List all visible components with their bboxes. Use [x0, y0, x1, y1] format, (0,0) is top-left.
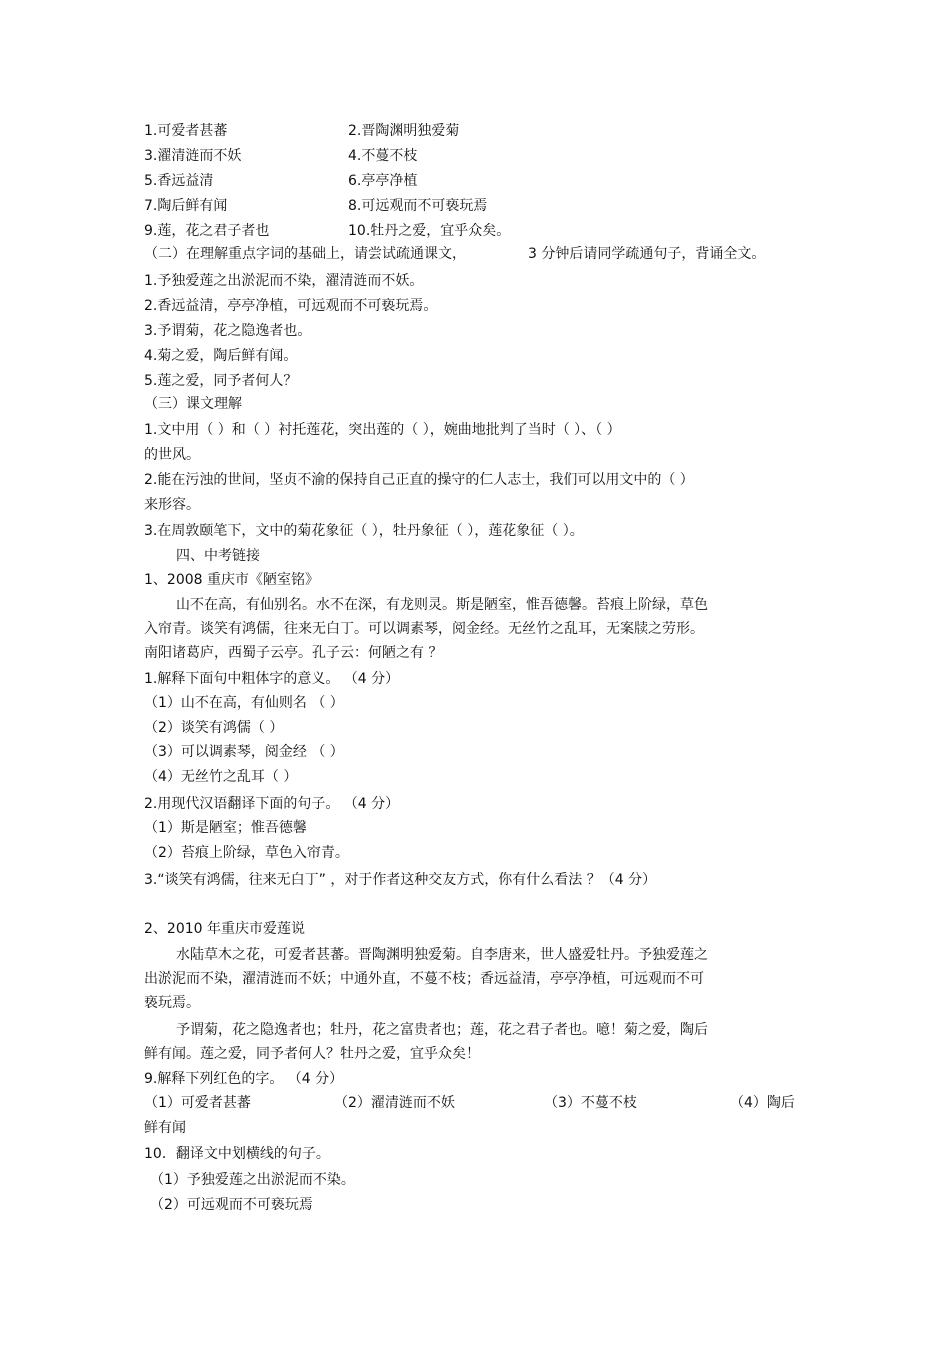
list-item: 3.濯清涟而不妖	[144, 148, 242, 164]
part-title: 2、2010 年重庆市爱莲说	[144, 921, 305, 937]
passage-line: 南阳诸葛庐，西蜀子云亭。孔子云：何陋之有 ？	[144, 645, 443, 661]
sub-question: （2）苔痕上阶绿，草色入帘青。	[144, 845, 349, 861]
passage-line: 鲜有闻。莲之爱，同予者何人？牡丹之爱，宜乎众矣！	[144, 1046, 480, 1062]
question: 3.在周敦颐笔下，文中的菊花象征（ ），牡丹象征（ ），莲花象征（ ）。	[144, 523, 584, 539]
section-heading: 四、中考链接	[176, 548, 260, 564]
section-heading: （三）课文理解	[144, 396, 242, 412]
sub-question: （1）斯是陋室；惟吾德馨	[144, 820, 307, 836]
passage-line: 出淤泥而不染，濯清涟而不妖；中通外直，不蔓不枝；香远益清，亭亭净植，可远观而不可	[144, 971, 704, 987]
question: 2.能在污浊的世间，坚贞不渝的保持自己正直的操守的仁人志士，我们可以用文中的（ ）	[144, 472, 694, 488]
list-item: 1.予独爱莲之出淤泥而不染，濯清涟而不妖。	[144, 273, 424, 289]
section-heading-cont: 3 分钟后请同学疏通句子，背诵全文。	[528, 246, 766, 262]
list-item: 4.不蔓不枝	[348, 148, 418, 164]
list-item: 6.亭亭净植	[348, 173, 418, 189]
sub-question: （2）可远观而不可亵玩焉	[150, 1197, 313, 1213]
question: 9.解释下列红色的字。 （4 分）	[144, 1071, 344, 1087]
question-cont: 来形容。	[144, 497, 200, 513]
question: 1.解释下面句中粗体字的意义。 （4 分）	[144, 671, 400, 687]
question: 2.用现代汉语翻译下面的句子。 （4 分）	[144, 796, 400, 812]
sub-question: （3）可以调素琴，阅金经 （ ）	[144, 744, 344, 760]
list-item: 7.陶后鲜有闻	[144, 198, 228, 214]
question: 3.“谈笑有鸿儒，往来无白丁” ，对于作者这种交友方式，你有什么看法 ？（4 分）	[144, 872, 657, 888]
sub-question: （2）谈笑有鸿儒（ ）	[144, 720, 284, 736]
list-item: 9.莲，花之君子者也	[144, 223, 270, 239]
sub-question: （2）濯清涟而不妖	[334, 1095, 455, 1111]
passage-line: 水陆草木之花，可爱者甚蕃。晋陶渊明独爱菊。自李唐来，世人盛爱牡丹。予独爱莲之	[176, 947, 708, 963]
list-item: 2.晋陶渊明独爱菊	[348, 123, 460, 139]
part-title: 1、2008 重庆市《陋室铭》	[144, 572, 319, 588]
sub-question: （4）无丝竹之乱耳（ ）	[144, 769, 298, 785]
question: 1.文中用（ ）和（ ）衬托莲花，突出莲的（ ），婉曲地批判了当时（ ）、（ ）	[144, 422, 621, 438]
sub-question: （1）可爱者甚蕃	[144, 1095, 251, 1111]
list-item: 10.牡丹之爱，宜乎众矣。	[348, 223, 511, 239]
list-item: 4.菊之爱，陶后鲜有闻。	[144, 348, 298, 364]
sub-question: （1）山不在高，有仙则名 （ ）	[144, 695, 344, 711]
list-item: 3.予谓菊，花之隐逸者也。	[144, 323, 312, 339]
list-item: 1.可爱者甚蕃	[144, 123, 228, 139]
sub-question: （4）陶后	[730, 1095, 795, 1111]
passage-line: 山不在高，有仙别名。水不在深，有龙则灵。斯是陋室，惟吾德馨。苔痕上阶绿，草色	[176, 597, 708, 613]
passage-line: 入帘青。谈笑有鸿儒，往来无白丁。可以调素琴，阅金经。无丝竹之乱耳，无案牍之劳形。	[144, 621, 704, 637]
sub-question-cont: 鲜有闻	[144, 1120, 186, 1136]
list-item: 5.香远益清	[144, 173, 214, 189]
sub-question: （1）予独爱莲之出淤泥而不染。	[150, 1172, 355, 1188]
question: 10．翻译文中划横线的句子。	[144, 1146, 330, 1162]
list-item: 8.可远观而不可亵玩焉	[348, 198, 488, 214]
list-item: 5.莲之爱，同予者何人？	[144, 373, 298, 389]
list-item: 2.香远益清，亭亭净植，可远观而不可亵玩焉。	[144, 298, 438, 314]
passage-line: 予谓菊，花之隐逸者也；牡丹，花之富贵者也；莲，花之君子者也。噫！菊之爱，陶后	[176, 1022, 708, 1038]
question-cont: 的世风。	[144, 447, 200, 463]
sub-question: （3）不蔓不枝	[544, 1095, 637, 1111]
passage-line: 亵玩焉。	[144, 995, 200, 1011]
section-heading: （二）在理解重点字词的基础上，请尝试疏通课文，	[144, 246, 466, 262]
